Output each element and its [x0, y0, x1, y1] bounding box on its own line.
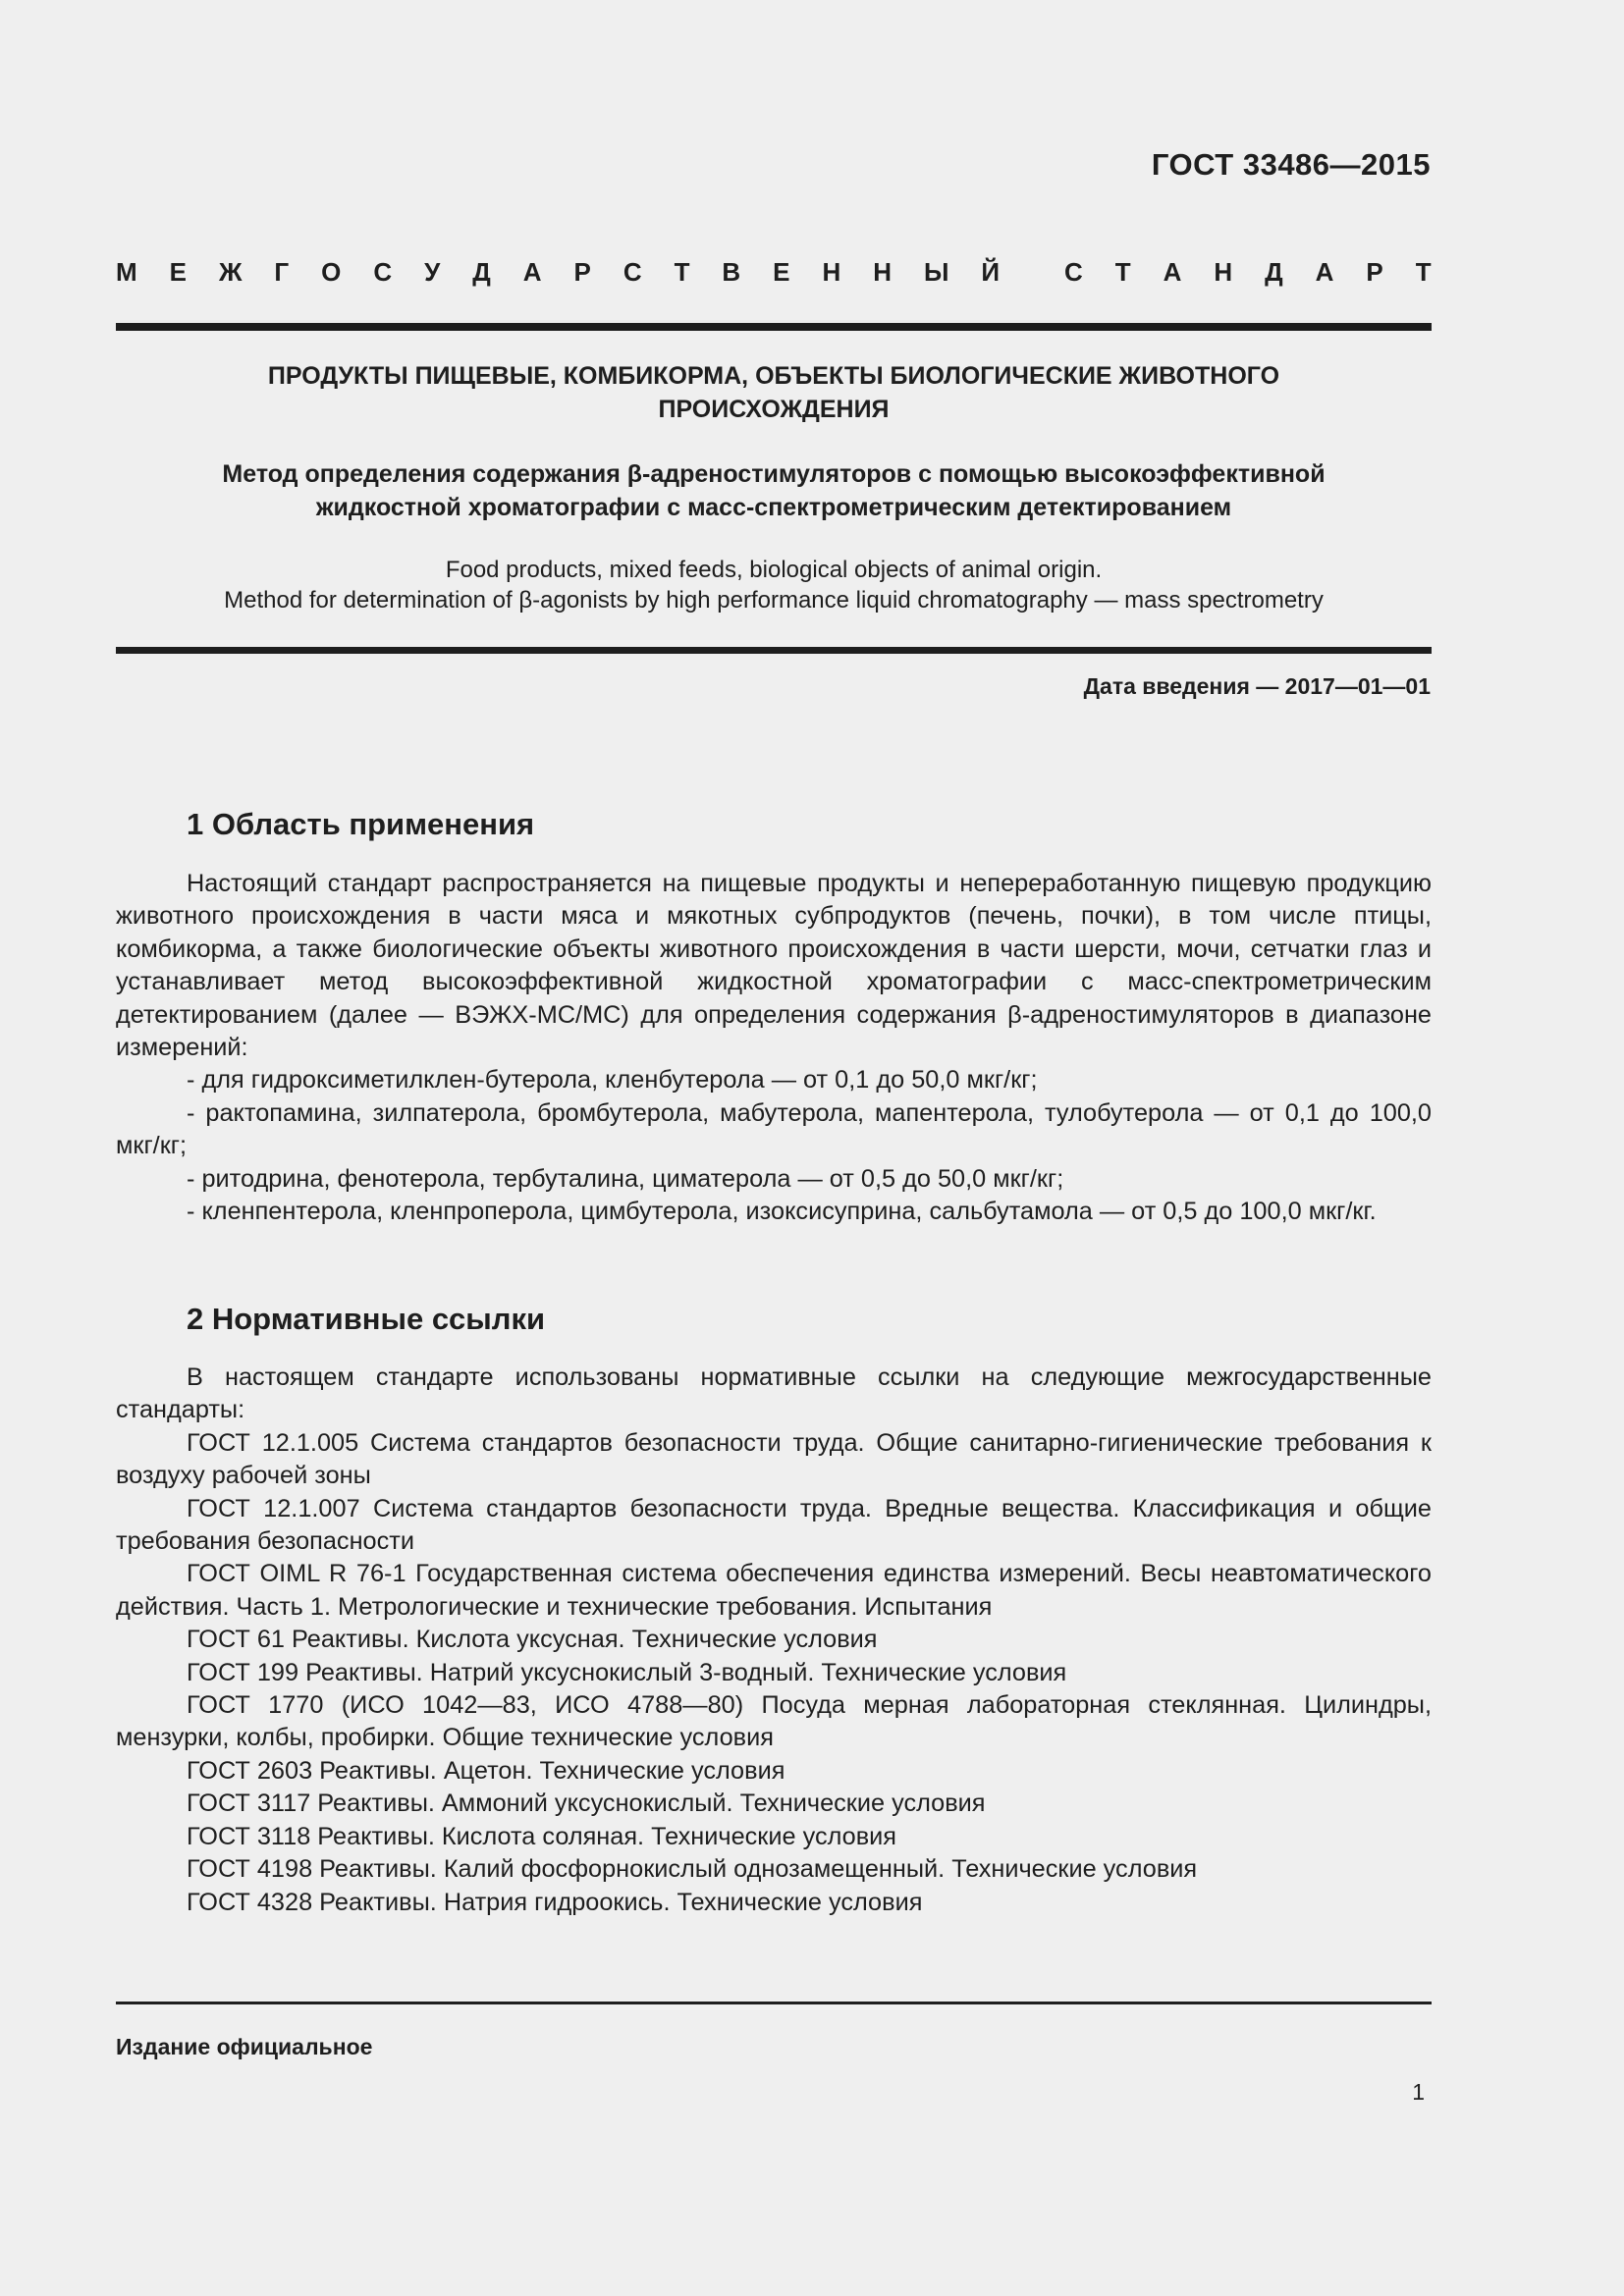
section-1-heading: 1 Область применения: [187, 807, 535, 841]
subtitle-russian: [116, 457, 1432, 524]
reference-item: ГОСТ 3117 Реактивы. Аммоний уксуснокислый. Технические условия: [187, 1789, 986, 1818]
subtitle-line: жидкостной хроматографии с масс-спектрометрическим детектированием: [315, 494, 1232, 521]
header-rule: [116, 323, 1432, 331]
subtitle-line: Метод определения содержания β-адреностимуляторов с помощью высокоэффективной: [222, 460, 1326, 488]
reference-item: ГОСТ 61 Реактивы. Кислота уксусная. Технические условия: [187, 1626, 878, 1654]
standard-type-letter: А: [1163, 257, 1182, 287]
footer-rule: [116, 2002, 1432, 2004]
reference-item: ГОСТ 199 Реактивы. Натрий уксуснокислый 3-водный. Технические условия: [187, 1658, 1067, 1686]
standard-type-letter: А: [1315, 257, 1334, 287]
official-edition-label: Издание официальное: [116, 2034, 373, 2059]
reference-item: ГОСТ 3118 Реактивы. Кислота соляная. Технические условия: [187, 1822, 896, 1850]
paragraph: В настоящем стандарте использованы нормативные ссылки на следующие межгосударственные стандарты:: [116, 1363, 1432, 1424]
document-number: ГОСТ 33486—2015: [1151, 147, 1431, 182]
standard-type-letter: В: [722, 257, 741, 287]
standard-type-letter: Р: [1366, 257, 1383, 287]
standard-type-letter: О: [321, 257, 342, 287]
standard-type-letter: Т: [674, 257, 690, 287]
standard-type-letter: Д: [472, 257, 491, 287]
reference-item: ГОСТ 12.1.005 Система стандартов безопасности труда. Общие санитарно-гигиенические требования к воздуху рабочей зоны: [116, 1428, 1432, 1490]
list-item: - для гидроксиметилклен-бутерола, кленбутерола — от 0,1 до 50,0 мкг/кг;: [187, 1066, 1038, 1095]
standard-type-letter: Г: [274, 257, 290, 287]
list-item: - кленпентерола, кленпроперола, цимбутерола, изоксисуприна, сальбутамола — от 0,5 до 100,0 мкг/кг.: [187, 1198, 1377, 1226]
standard-type-letter: Т: [1114, 257, 1131, 287]
standard-type-letter: Н: [1214, 257, 1233, 287]
title-line: ПРОДУКТЫ ПИЩЕВЫЕ, КОМБИКОРМА, ОБЪЕКТЫ БИОЛОГИЧЕСКИЕ ЖИВОТНОГО: [267, 362, 1280, 390]
standard-type-letter: С: [623, 257, 642, 287]
reference-item: ГОСТ 4198 Реактивы. Калий фосфорнокислый однозамещенный. Технические условия: [187, 1855, 1198, 1884]
title-line: ПРОИСХОЖДЕНИЯ: [658, 396, 890, 423]
standard-type-letter: Д: [1265, 257, 1283, 287]
standard-type-letter: Н: [822, 257, 841, 287]
standard-type-letter: Ы: [923, 257, 949, 287]
title-en-line: Method for determination of β-agonists by high performance liquid chromatography — mass spectrometry: [224, 587, 1324, 614]
standard-type-letter: У: [424, 257, 441, 287]
standard-type-letter: Е: [773, 257, 790, 287]
paragraph: Настоящий стандарт распространяется на пищевые продукты и непереработанную пищевую продукцию животного происхождения в части мяса и мякотных субпродуктов (печень, почки), в том числе птицы, комбикорма, а также биологические объекты животного происхождения в части шерсти, мочи, сетчатки глаз и устанавливает метод высокоэффективной жидкостной хроматографии с масс-спектрометрическим детектированием (далее — ВЭЖХ-МС/МС) для определения содержания β-адреностимуляторов в диапазоне измерений:: [116, 870, 1432, 1062]
section-1-body: [116, 868, 1432, 1228]
standard-type-letter: М: [116, 257, 137, 287]
reference-item: ГОСТ 4328 Реактивы. Натрия гидроокись. Технические условия: [187, 1888, 923, 1916]
standard-type-letter: Т: [1415, 257, 1432, 287]
reference-item: ГОСТ 2603 Реактивы. Ацетон. Технические условия: [187, 1756, 785, 1785]
title-russian: [116, 359, 1432, 426]
title-english: [116, 555, 1432, 615]
standard-type-letter: С: [1064, 257, 1083, 287]
standard-type: [116, 257, 1432, 288]
title-en-line: Food products, mixed feeds, biological objects of animal origin.: [445, 557, 1103, 583]
standard-type-letter: А: [522, 257, 542, 287]
standard-type-letter: Р: [573, 257, 591, 287]
title-rule: [116, 647, 1432, 654]
standard-type-letter: Е: [169, 257, 187, 287]
page-number: 1: [1412, 2079, 1425, 2105]
section-2-body: [116, 1362, 1432, 1919]
standard-type-letter: Н: [873, 257, 893, 287]
list-item: - ритодрина, фенотерола, тербуталина, циматерола — от 0,5 до 50,0 мкг/кг;: [187, 1164, 1064, 1193]
introduction-date: Дата введения — 2017—01—01: [1083, 673, 1431, 699]
reference-item: ГОСТ OIML R 76-1 Государственная система обеспечения единства измерений. Весы неавтоматического действия. Часть 1. Метрологические и технические требования. Испытания: [116, 1560, 1432, 1621]
list-item: - рактопамина, зилпатерола, бромбутерола, мабутерола, мапентерола, тулобутерола — от 0,1 до 100,0 мкг/кг;: [116, 1098, 1432, 1160]
standard-type-letter: Й: [981, 257, 1001, 287]
standard-type-letter: Ж: [218, 257, 243, 287]
standard-type-letter: С: [373, 257, 393, 287]
section-2-heading: 2 Нормативные ссылки: [187, 1302, 546, 1336]
reference-item: ГОСТ 1770 (ИСО 1042—83, ИСО 4788—80) Посуда мерная лабораторная стеклянная. Цилиндры, мензурки, колбы, пробирки. Общие технические условия: [116, 1691, 1432, 1752]
reference-item: ГОСТ 12.1.007 Система стандартов безопасности труда. Вредные вещества. Классификация и общие требования безопасности: [116, 1494, 1432, 1556]
